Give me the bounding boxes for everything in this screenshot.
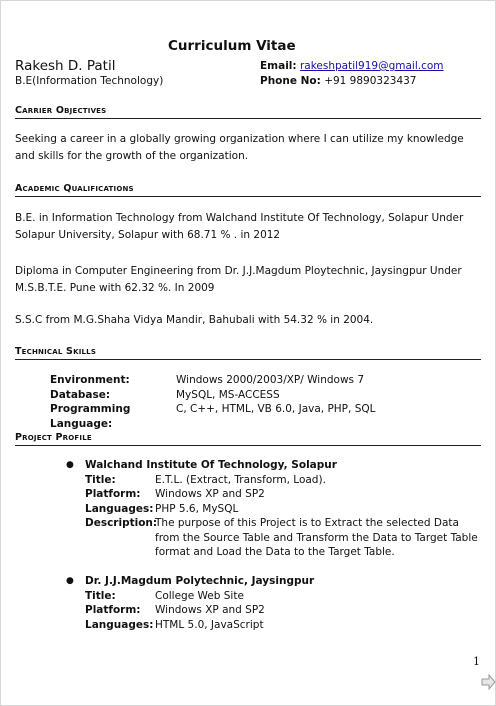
project-title: College Web Site xyxy=(155,589,244,602)
technical-skills-list xyxy=(50,373,375,431)
academic-item-ssc: S.S.C from M.G.Shaha Vidya Mandir, Bahubali with 54.32 % in 2004. xyxy=(15,314,374,326)
academic-item-be: B.E. in Information Technology from Walchand Institute Of Technology, Solapur Under Solapur University, Solapur with 68.71 % . in 2012 xyxy=(15,212,464,241)
next-page-arrow-icon[interactable] xyxy=(481,674,496,690)
project-title-row xyxy=(85,473,486,488)
document-title: Curriculum Vitae xyxy=(168,38,296,54)
project-institution: Walchand Institute Of Technology, Solapur xyxy=(85,459,337,471)
project-item xyxy=(66,574,486,632)
phone-number: +91 9890323437 xyxy=(324,75,417,87)
project-heading xyxy=(66,458,486,473)
project-platform-row xyxy=(85,487,486,502)
section-heading-projects: Project Profile xyxy=(15,432,481,446)
project-description: The purpose of this Project is to Extract the selected Data from the Source Table and Transform the Data to Target Table format and Load the Data to the Target Table. xyxy=(155,517,478,558)
project-languages: HTML 5.0, JavaScript xyxy=(155,618,264,631)
project-item xyxy=(66,458,486,560)
bullet-icon: ● xyxy=(66,460,74,470)
field-label: Languages: xyxy=(85,618,154,631)
project-platform-row xyxy=(85,603,486,618)
skill-value: MySQL, MS-ACCESS xyxy=(176,388,280,401)
skill-label: Programming Language: xyxy=(50,403,131,430)
project-title: E.T.L. (Extract, Transform, Load). xyxy=(155,473,326,486)
project-languages-row xyxy=(85,502,486,517)
candidate-name: Rakesh D. Patil xyxy=(15,58,116,74)
bullet-icon: ● xyxy=(66,576,74,586)
field-label: Title: xyxy=(85,473,116,486)
field-label: Description: xyxy=(85,517,158,529)
phone-label: Phone No: xyxy=(260,75,321,87)
project-institution: Dr. J.J.Magdum Polytechnic, Jaysingpur xyxy=(85,575,315,587)
career-objective-text: Seeking a career in a globally growing organization where I can utilize my knowledge and skills for the growth of the organization. xyxy=(15,133,464,162)
skill-row-environment xyxy=(50,373,375,388)
project-description-row xyxy=(85,516,486,560)
project-languages: PHP 5.6, MySQL xyxy=(155,502,239,515)
academic-item-diploma: Diploma in Computer Engineering from Dr. J.J.Magdum Ploytechnic, Jaysingpur Under M.S.B.T.E. Pune with 62.32 %. In 2009 xyxy=(15,265,462,294)
project-platform: Windows XP and SP2 xyxy=(155,604,265,616)
section-heading-career: Carrier Objectives xyxy=(15,105,481,119)
candidate-degree: B.E(Information Technology) xyxy=(15,75,164,87)
section-heading-academic: Academic Qualifications xyxy=(15,183,481,197)
project-title-row xyxy=(85,589,486,604)
field-label: Title: xyxy=(85,589,116,602)
section-heading-technical: Technical Skills xyxy=(15,346,481,360)
email-label: Email: xyxy=(260,60,297,72)
skill-label: Database: xyxy=(50,388,111,401)
skill-row-programming xyxy=(50,402,375,431)
project-platform: Windows XP and SP2 xyxy=(155,488,265,500)
email-line xyxy=(260,60,444,72)
skill-row-database xyxy=(50,388,375,403)
field-label: Languages: xyxy=(85,502,154,515)
field-label: Platform: xyxy=(85,604,141,616)
phone-line xyxy=(260,75,417,87)
skill-label: Environment: xyxy=(50,374,130,386)
project-languages-row xyxy=(85,618,486,633)
email-link[interactable]: rakeshpatil919@gmail.com xyxy=(299,60,444,72)
page-number: 1 xyxy=(473,655,480,668)
project-heading xyxy=(66,574,486,589)
skill-value: C, C++, HTML, VB 6.0, Java, PHP, SQL xyxy=(176,403,376,415)
skill-value: Windows 2000/2003/XP/ Windows 7 xyxy=(176,374,365,386)
field-label: Platform: xyxy=(85,488,141,500)
